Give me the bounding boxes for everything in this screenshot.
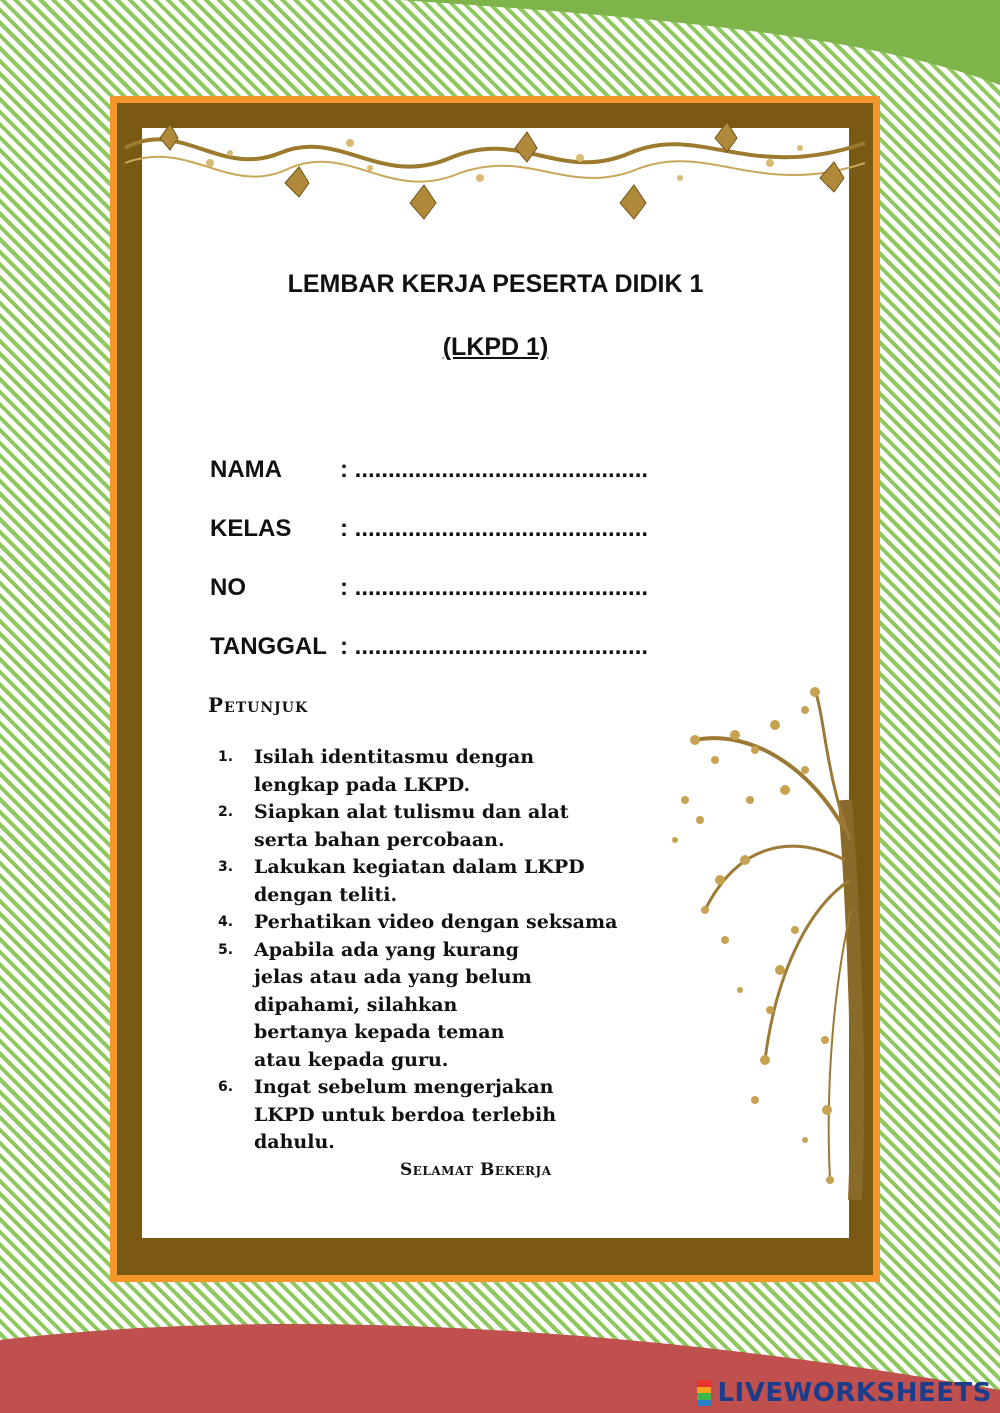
golden-tree-illustration [655, 680, 875, 1200]
list-item [218, 744, 617, 799]
field-nama [210, 456, 648, 484]
step-text: Siapkan alat tulismu dan alat serta bahan percobaan. [254, 801, 569, 851]
step-text: Apabila ada yang kurang jelas atau ada yang belum dipahami, silahkan bertanya kepada teman atau kepada guru. [254, 938, 532, 1071]
field-blank[interactable]: : ............................................ [340, 633, 649, 660]
step-text: Isilah identitasmu dengan lengkap pada LKPD. [254, 746, 535, 796]
step-number: 4. [218, 914, 234, 930]
worksheet-title: LEMBAR KERJA PESERTA DIDIK 1 [287, 270, 704, 298]
list-item [218, 909, 617, 937]
list-item [218, 1074, 617, 1157]
liveworksheets-logo[interactable] [697, 1378, 992, 1408]
field-no [210, 574, 648, 602]
field-kelas [210, 515, 648, 543]
closing-text: Selamat Bekerja [400, 1160, 552, 1180]
field-label: KELAS [210, 515, 292, 542]
step-number: 5. [218, 941, 234, 958]
list-item [218, 937, 617, 1075]
field-blank[interactable]: : ............................................ [340, 574, 649, 601]
field-blank[interactable]: : ............................................ [340, 515, 649, 542]
field-blank[interactable]: : ............................................ [340, 456, 649, 483]
logo-text: LIVEWORKSHEETS [717, 1378, 992, 1408]
field-label: NO [210, 574, 246, 601]
gold-vine-ornament [120, 108, 870, 228]
list-item [218, 854, 617, 909]
field-tanggal [210, 633, 648, 661]
list-item [218, 799, 617, 854]
step-number: 1. [218, 749, 234, 765]
step-text: Lakukan kegiatan dalam LKPD dengan teliti. [254, 856, 585, 906]
field-label: NAMA [210, 456, 282, 483]
instructions-heading: Petunjuk [208, 693, 309, 717]
step-text: Perhatikan video dengan seksama [254, 911, 618, 933]
worksheet-subtitle: (LKPD 1) [442, 333, 549, 361]
step-number: 3. [218, 859, 234, 875]
step-number: 2. [218, 804, 234, 820]
logo-color-bar-icon [697, 1380, 711, 1406]
top-green-wave [0, 0, 1000, 110]
field-label: TANGGAL [210, 633, 327, 660]
step-text: Ingat sebelum mengerjakan LKPD untuk berdoa terlebih dahulu. [254, 1076, 557, 1153]
instructions-list [218, 744, 617, 1157]
step-number: 6. [218, 1079, 234, 1095]
